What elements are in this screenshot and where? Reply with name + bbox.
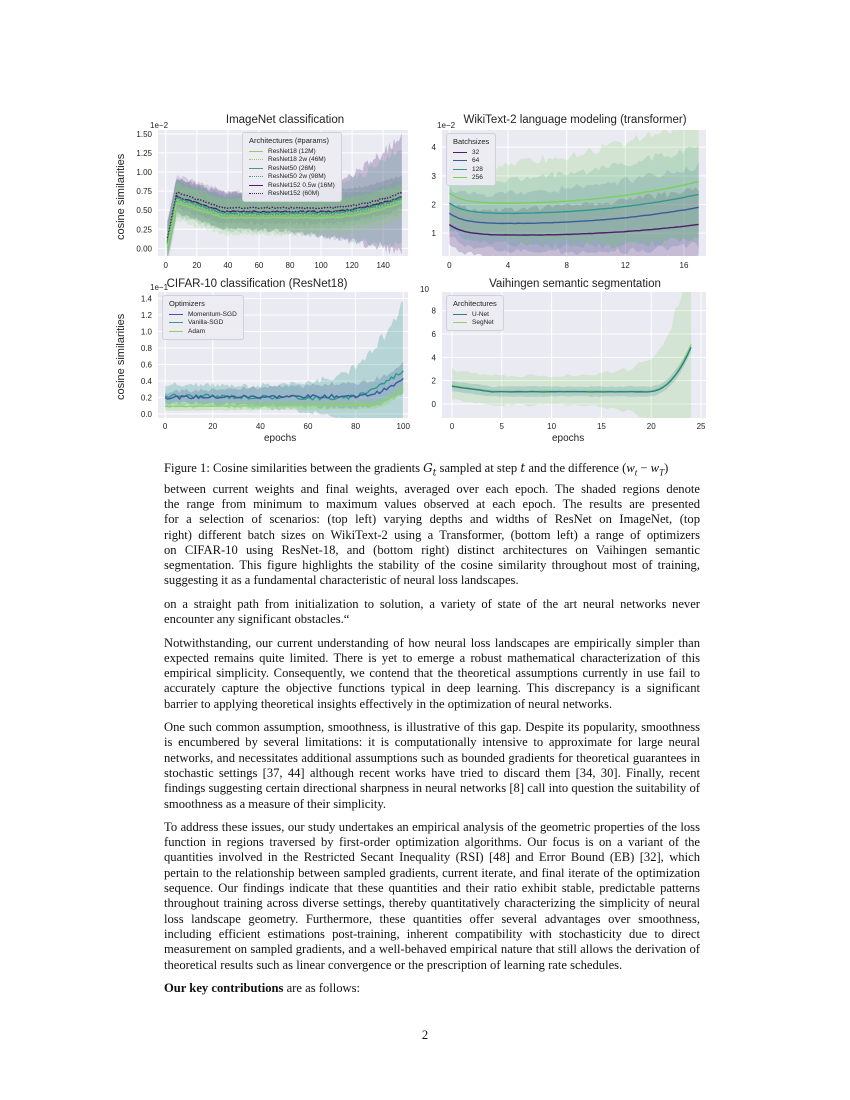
y-tick-label: 0.50 <box>136 206 152 216</box>
x-tick-label: 120 <box>345 261 359 270</box>
caption-line: segmentation. This figure highlights the stability of the cosine similarity throughout most of training, <box>164 558 700 573</box>
x-tick-label: 4 <box>505 261 511 270</box>
axis-exponent: 1e−2 <box>437 121 456 130</box>
legend-label: ResNet50 2w (98M) <box>268 173 326 181</box>
legend-label: 32 <box>472 148 480 156</box>
y-tick-label: 1.0 <box>140 327 152 337</box>
legend-label: ResNet18 2w (46M) <box>268 156 326 164</box>
legend-label: ResNet152 (60M) <box>268 190 320 198</box>
legend-label: Vanilla-SGD <box>188 319 224 327</box>
x-tick-label: 100 <box>314 261 328 270</box>
x-tick-label: 140 <box>376 261 390 270</box>
y-tick-label: 0.6 <box>140 360 152 370</box>
x-axis-label: epochs <box>552 433 585 444</box>
math-t: t <box>520 461 526 475</box>
chart-vaihingen <box>420 278 710 450</box>
contributions-heading: Our key contributions <box>164 980 284 995</box>
chart-legend <box>242 132 342 202</box>
chart-title: ImageNet classification <box>225 114 345 126</box>
chart-legend <box>446 133 496 186</box>
legend-item <box>453 174 489 183</box>
chart-title: Vaihingen semantic segmentation <box>489 278 661 290</box>
x-tick-label: 5 <box>499 422 505 431</box>
legend-label: ResNet152 0.5w (16M) <box>268 181 335 189</box>
legend-label: 64 <box>472 157 480 165</box>
x-tick-label: 16 <box>679 261 689 270</box>
legend-title: Optimizers <box>169 299 205 308</box>
legend-label: 256 <box>472 174 483 182</box>
y-tick-label: 0 <box>431 400 436 409</box>
x-tick-label: 15 <box>596 422 606 431</box>
caption-line <box>164 461 700 482</box>
caption-line: the range from minimum to maximum values observed at each epoch. The results are presented <box>164 496 700 511</box>
body-text <box>164 597 700 1004</box>
legend-label: U-Net <box>472 310 489 318</box>
y-tick-label: 2 <box>431 376 436 386</box>
axis-exponent: 1e−1 <box>150 283 169 292</box>
y-axis-label: cosine similarities <box>115 313 127 400</box>
paragraph-3: One such common assumption, smoothness, is illustrative of this gap. Despite its popularity, smoothness is encumbered by several limitations: it is computationally intensive to approximate for large neural networks, and necessitates additional assumptions such as bounded gradients for theoretical guarantees in stochastic settings [37, 44] although recent works have tried to discard them [34, 30]. Finally, recent findings suggesting certain directional sharpness in neural networks [8] call into question the suitability of smoothness as a measure of their simplicity. <box>164 720 700 811</box>
y-tick-label: 1.00 <box>136 168 152 177</box>
legend-swatch <box>453 169 467 170</box>
y-tick-label: 1.4 <box>140 294 152 304</box>
legend-swatch <box>453 160 467 161</box>
legend-label: SegNet <box>472 319 494 327</box>
legend-swatch <box>249 151 263 152</box>
legend-title: Architectures (#params) <box>249 136 330 145</box>
x-tick-label: 20 <box>646 422 656 431</box>
legend-item <box>249 173 335 182</box>
legend-item <box>249 164 335 173</box>
y-tick-label: 4 <box>431 143 436 153</box>
legend-label: Adam <box>188 327 205 335</box>
legend-label: ResNet50 (26M) <box>268 164 316 172</box>
y-tick-label: 1.2 <box>140 311 152 321</box>
y-tick-label: 0.8 <box>140 344 152 353</box>
legend-swatch <box>249 176 263 177</box>
y-tick-label: 1.25 <box>136 148 152 158</box>
legend-label: Momentum-SGD <box>188 310 237 318</box>
paragraph-5 <box>164 981 700 996</box>
chart-wikitext <box>420 114 710 276</box>
legend-swatch <box>169 314 183 315</box>
x-tick-label: 12 <box>620 261 630 270</box>
y-axis-label: cosine similarities <box>115 153 127 240</box>
figure-caption <box>164 461 700 589</box>
page-number: 2 <box>421 1028 429 1042</box>
legend-title: Architectures <box>453 299 497 308</box>
legend-item <box>249 156 335 165</box>
legend-swatch <box>249 193 263 194</box>
legend-title: Batchsizes <box>453 137 490 146</box>
chart-legend <box>446 295 504 331</box>
y-tick-label: 3 <box>431 171 436 181</box>
legend-swatch <box>453 322 467 323</box>
paragraph-2: Notwithstanding, our current understanding of how neural loss landscapes are empirically simpler than expected remains quite limited. There is yet to emerge a robust mathematical characterization of this empirical simplicity. Consequently, we contend that the theoretical assumptions currently in use fail to accurately capture the objective functions typical in deep learning. This discrepancy is a significant barrier to applying theoretical insights effectively in the optimization of neural networks. <box>164 635 700 711</box>
x-tick-label: 80 <box>285 261 295 270</box>
legend-swatch <box>249 185 263 186</box>
paragraph-1: on a straight path from initialization to solution, a variety of state of the art neural networks never encounter any significant obstacles.“ <box>164 597 700 627</box>
x-tick-label: 20 <box>208 422 218 431</box>
y-tick-label: 2 <box>431 200 436 210</box>
legend-swatch <box>453 314 467 315</box>
x-tick-label: 0 <box>447 261 452 270</box>
legend-item <box>453 310 497 319</box>
x-tick-label: 0 <box>449 422 455 431</box>
legend-label: ResNet18 (12M) <box>268 147 316 155</box>
caption-prefix: Figure 1: Cosine similarities between the gradients <box>164 461 424 475</box>
legend-item <box>453 148 489 157</box>
caption-line: suggesting it as a fundamental characteristic of neural loss landscapes. <box>164 573 519 588</box>
axis-exponent: 1e−2 <box>150 121 169 130</box>
legend-swatch <box>169 322 183 323</box>
chart-legend <box>162 295 244 340</box>
x-tick-label: 100 <box>396 422 410 431</box>
x-tick-label: 8 <box>564 261 569 270</box>
legend-item <box>249 147 335 156</box>
caption-mid: sampled at step <box>436 461 521 475</box>
plot-svg <box>112 278 412 450</box>
caption-mid2: and the difference <box>525 461 623 475</box>
x-axis-label: epochs <box>264 433 297 444</box>
legend-item <box>169 319 237 328</box>
x-tick-label: 80 <box>351 422 361 431</box>
legend-item <box>249 190 335 199</box>
legend-item <box>249 181 335 190</box>
x-tick-label: 60 <box>303 422 313 431</box>
caption-line: between current weights and final weights, averaged over each epoch. The shaded regions denote <box>164 481 700 496</box>
x-tick-label: 60 <box>254 261 264 270</box>
y-tick-label: 0.2 <box>140 393 152 403</box>
caption-line: on CIFAR-10 using ResNet-18, and (bottom right) distinct architectures on Vaihingen semantic <box>164 542 700 557</box>
x-tick-label: 40 <box>223 261 233 270</box>
legend-swatch <box>249 168 263 169</box>
legend-swatch <box>453 177 467 178</box>
chart-title: CIFAR-10 classification (ResNet18) <box>166 278 348 290</box>
y-tick-label: 0.0 <box>140 409 152 419</box>
caption-line: right) different batch sizes on WikiText-2 using a Transformer, (bottom left) a range of optimizers <box>164 527 700 542</box>
legend-item <box>453 157 489 166</box>
y-tick-label: 1.50 <box>136 129 152 139</box>
legend-label: 128 <box>472 165 483 173</box>
x-tick-label: 10 <box>547 422 557 431</box>
chart-title: WikiText-2 language modeling (transformer) <box>463 114 687 126</box>
legend-swatch <box>453 152 467 153</box>
paragraph-4: To address these issues, our study undertakes an empirical analysis of the geometric properties of the loss function in regions traversed by first-order optimization algorithms. Our focus is on a variant of the quantities involved in the Restricted Secant Inequality (RSI) [48] and Error Bound (EB) [32], which pertain to the relationship between sampled gradients, current iterate, and final iterate of the optimization sequence. Our findings indicate that these quantities and their ratio exhibit stable, predictable patterns throughout training across diverse settings, thereby quantitatively characterizing the simplicity of neural loss landscape geometry. Furthermore, these quantities offer several advantages over smoothness, including efficient estimations post-training, inherent compatibility with stochasticity due to direct measurement on sampled gradients, and a well-behaved empirical nature that still allows the derivation of theoretical results such as linear convergence or the prescription of learning rate schedules. <box>164 819 700 972</box>
math-gt: $G_t$ <box>423 461 437 479</box>
y-tick-label: 0.75 <box>136 187 152 197</box>
legend-swatch <box>169 331 183 332</box>
y-tick-label: 1 <box>431 229 436 239</box>
x-tick-label: 0 <box>162 422 168 431</box>
contributions-rest: are as follows: <box>283 980 361 995</box>
math-diff: $(w_t - w_T)$ <box>622 461 669 478</box>
legend-item <box>453 319 497 328</box>
chart-imagenet <box>112 114 412 276</box>
y-tick-label: 0.00 <box>136 244 152 254</box>
legend-swatch <box>249 159 263 160</box>
legend-item <box>169 327 237 336</box>
legend-item <box>453 165 489 174</box>
chart-cifar <box>112 278 412 450</box>
y-tick-label: 8 <box>431 306 436 316</box>
x-tick-label: 0 <box>163 261 168 270</box>
y-tick-label: 0.4 <box>140 376 152 386</box>
axis-exponent: 10 <box>420 285 429 294</box>
legend-item <box>169 310 237 319</box>
x-tick-label: 25 <box>696 422 706 431</box>
y-tick-label: 6 <box>431 330 436 339</box>
caption-line: for a selection of scenarios: (top left) varying depths and widths of ResNet on ImageNet, (top <box>164 512 700 527</box>
x-tick-label: 40 <box>255 422 265 431</box>
x-tick-label: 20 <box>192 261 202 270</box>
y-tick-label: 4 <box>431 353 436 363</box>
y-tick-label: 0.25 <box>136 225 152 235</box>
